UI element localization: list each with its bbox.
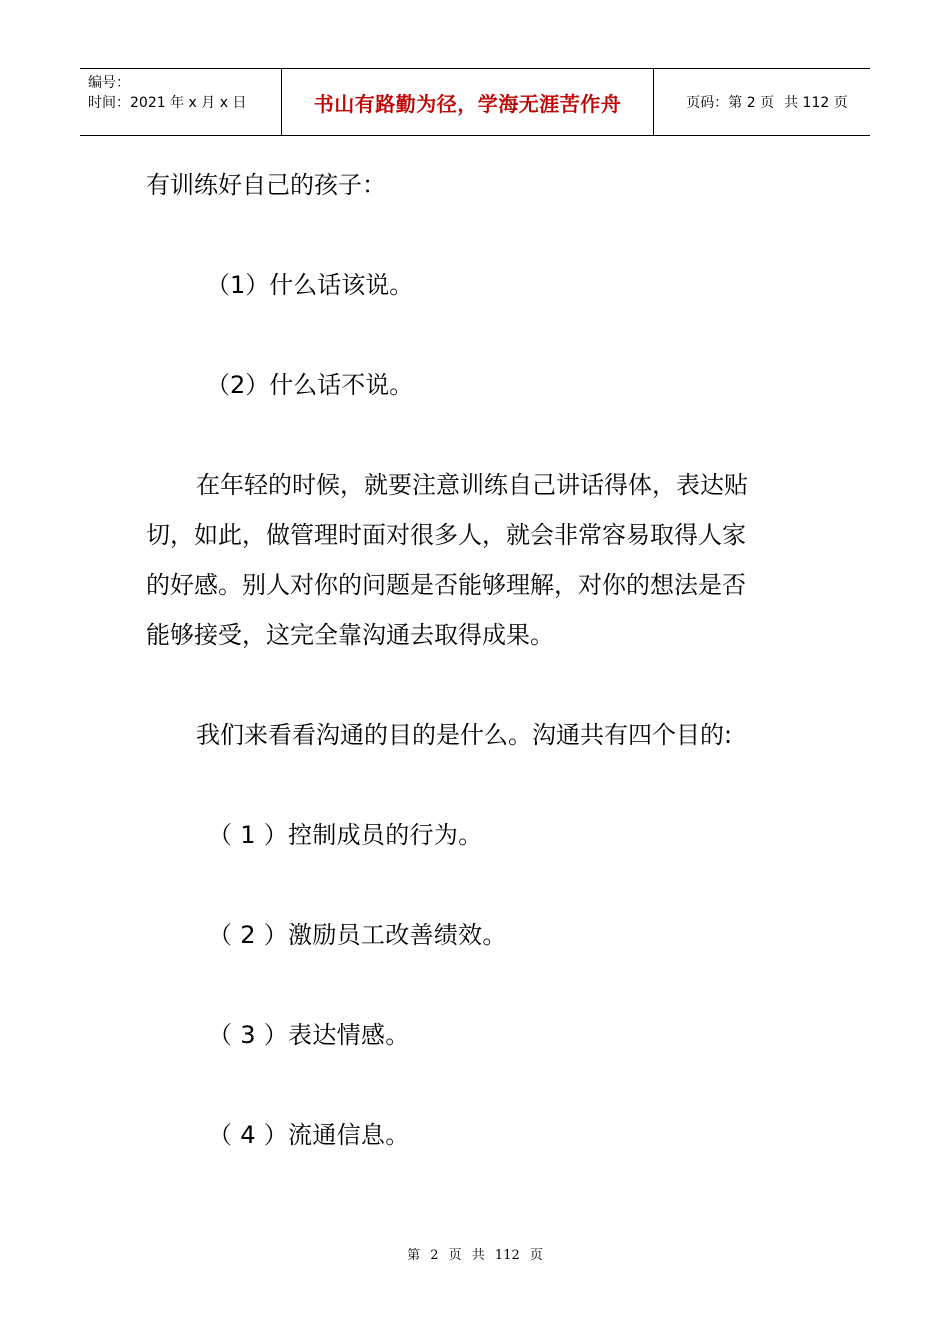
paragraph-1	[146, 460, 816, 660]
body-list-item: （2）什么话不说。	[206, 371, 414, 399]
header-motto-cell	[282, 69, 654, 135]
document-body	[146, 160, 816, 1160]
body-list-item: （1）什么话该说。	[206, 271, 414, 299]
purpose-item: （ 4 ）流通信息。	[208, 1121, 410, 1149]
header-page-cell	[654, 69, 870, 135]
page-header	[80, 68, 870, 136]
paragraph-2: 我们来看看沟通的目的是什么。沟通共有四个目的:	[196, 721, 733, 749]
paragraph-line: 切，如此，做管理时面对很多人，就会非常容易取得人家	[146, 521, 746, 549]
header-motto: 书山有路勤为径，学海无涯苦作舟	[313, 91, 622, 116]
header-page-number: 页码：第 2 页	[686, 95, 775, 111]
paragraph-line: 的好感。别人对你的问题是否能够理解，对你的想法是否	[146, 571, 746, 599]
body-line: 有训练好自己的孩子：	[146, 171, 386, 199]
paragraph-line: 能够接受，这完全靠沟通去取得成果。	[146, 621, 554, 649]
purpose-item: （ 2 ）激励员工改善绩效。	[208, 921, 507, 949]
header-meta-cell	[80, 69, 282, 135]
document-number-label: 编号：	[88, 75, 130, 91]
header-total-pages: 共 112 页	[784, 95, 848, 111]
purpose-item: （ 1 ）控制成员的行为。	[208, 821, 483, 849]
paragraph-line: 在年轻的时候，就要注意训练自己讲话得体，表达贴	[196, 471, 748, 499]
page-footer: 第 2 页 共 112 页	[407, 1248, 543, 1263]
purpose-item: （ 3 ）表达情感。	[208, 1021, 410, 1049]
document-time-label: 时间：2021 年 x 月 x 日	[88, 95, 247, 111]
